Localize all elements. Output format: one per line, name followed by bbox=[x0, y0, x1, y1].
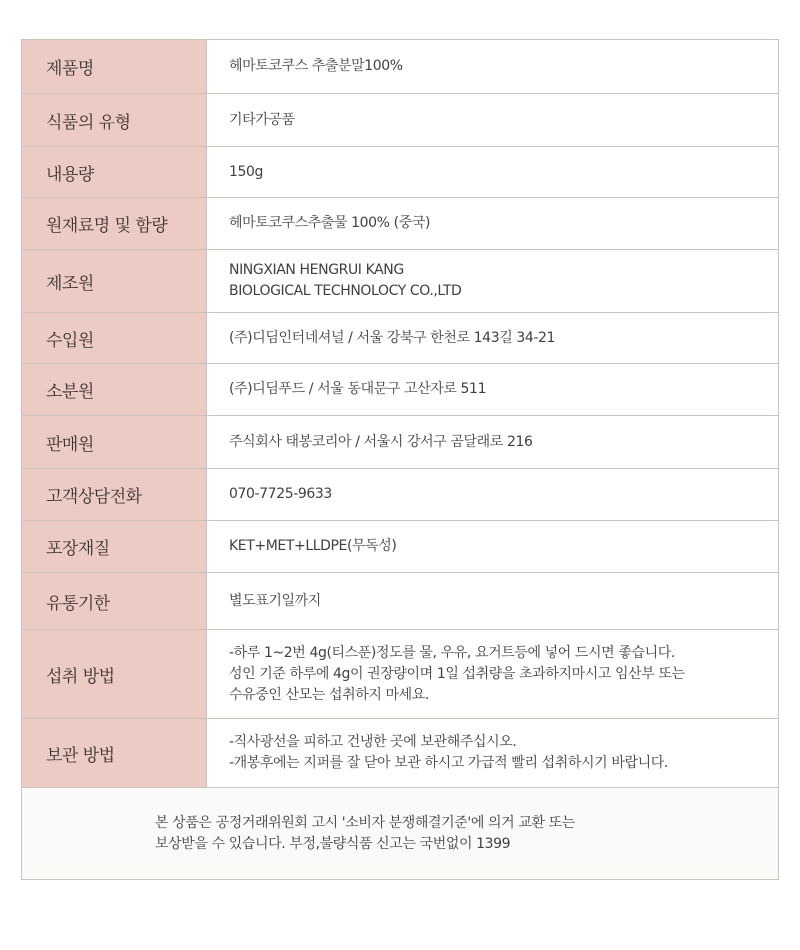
value-line: (주)디딤인터네셔널 / 서울 강북구 한천로 143길 34-21 bbox=[229, 329, 556, 346]
value-line: 주식회사 태봉코리아 / 서울시 강서구 곰달래로 216 bbox=[229, 433, 533, 450]
value-line: KET+MET+LLDPE(무독성) bbox=[229, 538, 397, 554]
label-ingredients: 원재료명 및 함량 bbox=[22, 198, 207, 250]
value-ingredients bbox=[207, 198, 779, 250]
value-line: (주)디딤푸드 / 서울 동대문구 고산자로 511 bbox=[229, 381, 487, 397]
value-line: 별도표기일까지 bbox=[229, 592, 321, 609]
row-storage-method bbox=[22, 719, 779, 788]
value-line: 헤마토코쿠스추출물 100% (중국) bbox=[229, 215, 431, 231]
value-line: 기타가공품 bbox=[229, 111, 295, 128]
row-importer bbox=[22, 313, 779, 364]
product-info-table bbox=[21, 39, 779, 880]
value-product-name bbox=[207, 40, 779, 94]
value-line: 성인 기준 하루에 4g이 권장량이며 1일 섭취량을 초과하지마시고 임산부 또는 bbox=[229, 665, 685, 682]
row-net-content bbox=[22, 147, 779, 198]
value-line: 헤마토코쿠스 추출분말100% bbox=[229, 58, 403, 74]
row-notice bbox=[22, 788, 779, 880]
value-expiry bbox=[207, 573, 779, 630]
label-seller: 판매원 bbox=[22, 416, 207, 469]
row-ingredients bbox=[22, 198, 779, 250]
row-food-type bbox=[22, 94, 779, 147]
value-food-type bbox=[207, 94, 779, 147]
row-expiry bbox=[22, 573, 779, 630]
label-customer-phone: 고객상담전화 bbox=[22, 469, 207, 521]
label-intake-method: 섭취 방법 bbox=[22, 630, 207, 719]
label-packaging: 포장재질 bbox=[22, 521, 207, 573]
row-packaging bbox=[22, 521, 779, 573]
value-line: 수유중인 산모는 섭취하지 마세요. bbox=[229, 686, 429, 703]
value-line: 070-7725-9633 bbox=[229, 486, 332, 502]
row-repacker bbox=[22, 364, 779, 416]
value-line: 150g bbox=[229, 163, 264, 180]
notice-line: 본 상품은 공정거래위원회 고시 '소비자 분쟁해결기준'에 의거 교환 또는 bbox=[155, 814, 575, 831]
notice-line: 보상받을 수 있습니다. 부정,불량식품 신고는 국번없이 1399 bbox=[155, 835, 511, 852]
row-product-name bbox=[22, 40, 779, 94]
label-net-content: 내용량 bbox=[22, 147, 207, 198]
value-storage-method bbox=[207, 719, 779, 788]
value-manufacturer bbox=[207, 250, 779, 313]
label-food-type: 식품의 유형 bbox=[22, 94, 207, 147]
value-line: BIOLOGICAL TECHNOLOCY CO.,LTD bbox=[229, 283, 462, 299]
value-repacker bbox=[207, 364, 779, 416]
value-net-content bbox=[207, 147, 779, 198]
value-intake-method bbox=[207, 630, 779, 719]
label-storage-method: 보관 방법 bbox=[22, 719, 207, 788]
value-customer-phone bbox=[207, 469, 779, 521]
row-manufacturer bbox=[22, 250, 779, 313]
label-repacker: 소분원 bbox=[22, 364, 207, 416]
row-customer-phone bbox=[22, 469, 779, 521]
value-importer bbox=[207, 313, 779, 364]
value-line: -직사광선을 피하고 건냉한 곳에 보관해주십시오. bbox=[229, 734, 517, 750]
value-line: -하루 1~2번 4g(티스푼)정도를 물, 우유, 요거트등에 넣어 드시면 좋습니다. bbox=[229, 644, 675, 661]
value-line: NINGXIAN HENGRUI KANG bbox=[229, 262, 404, 278]
value-line: -개봉후에는 지퍼를 잘 닫아 보관 하시고 가급적 빨리 섭취하시기 바랍니다. bbox=[229, 755, 668, 771]
value-packaging bbox=[207, 521, 779, 573]
row-intake-method bbox=[22, 630, 779, 719]
row-seller bbox=[22, 416, 779, 469]
consumer-notice bbox=[22, 788, 779, 880]
value-seller bbox=[207, 416, 779, 469]
label-manufacturer: 제조원 bbox=[22, 250, 207, 313]
label-expiry: 유통기한 bbox=[22, 573, 207, 630]
label-product-name: 제품명 bbox=[22, 40, 207, 94]
label-importer: 수입원 bbox=[22, 313, 207, 364]
